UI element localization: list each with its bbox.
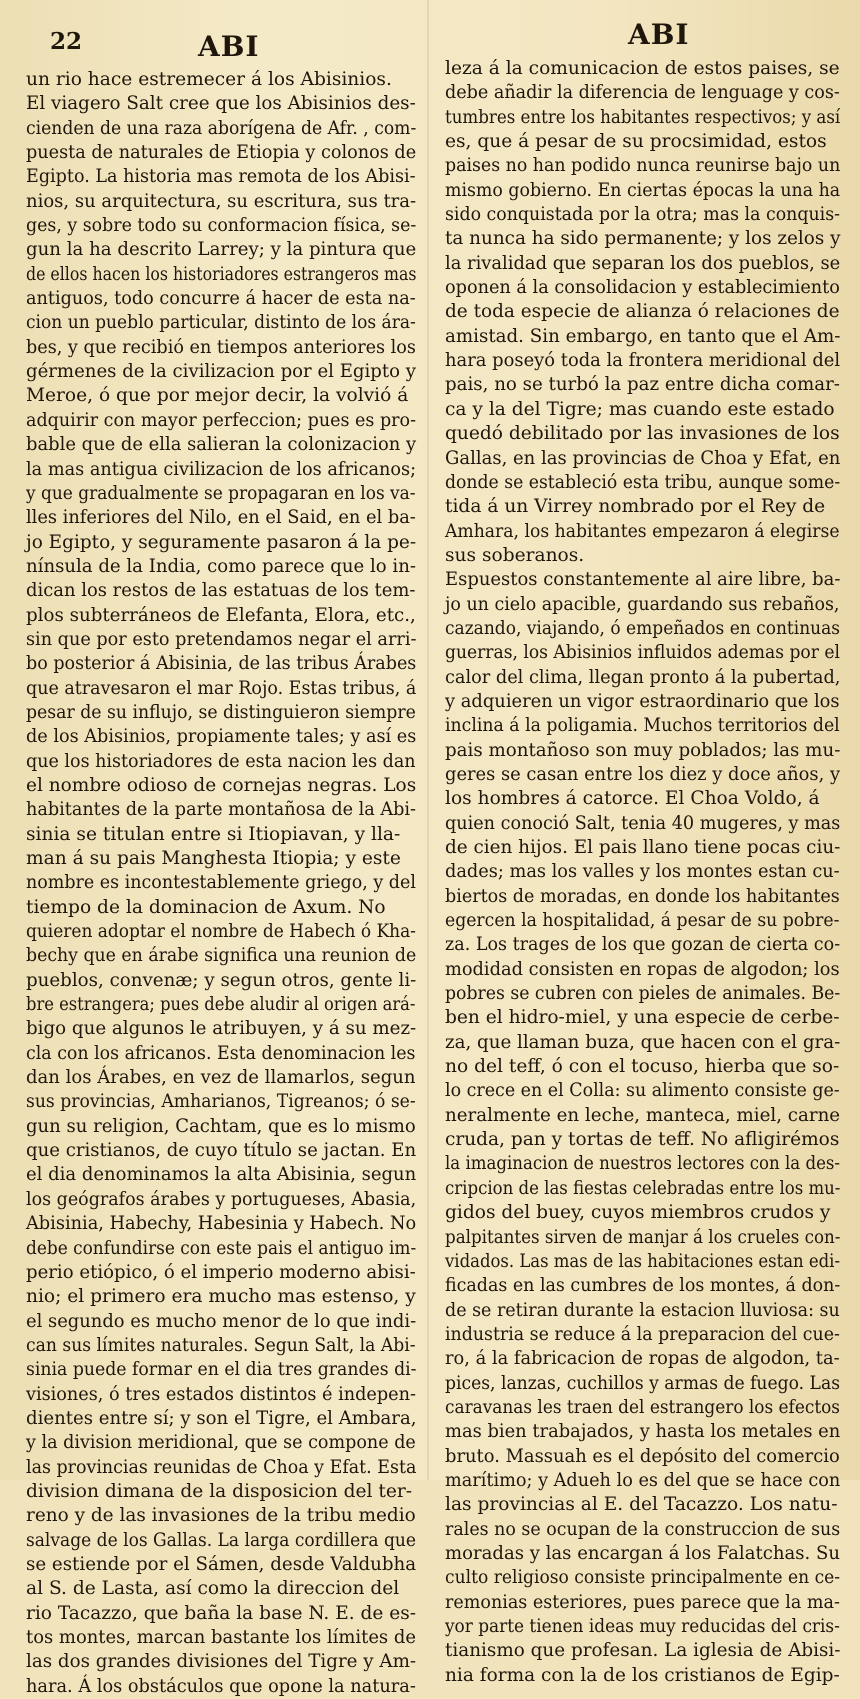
text-line: sinia puede formar en el dia tres grandes di-	[26, 1359, 417, 1381]
text-line: sus soberanos.	[445, 544, 585, 566]
text-line: tumbres entre los habitantes respectivos; y así	[445, 106, 841, 128]
text-line: Espuestos constantemente al aire libre, ba-	[445, 569, 841, 591]
text-line: adquirir con mayor perfeccion; pues es pro-	[26, 409, 417, 431]
text-line: de ellos hacen los historiadores estrangeros mas	[26, 263, 417, 285]
text-line: Amhara, los habitantes empezaron á elegirse	[445, 520, 840, 542]
text-line: es, que á pesar de su procsimidad, estos	[445, 131, 827, 153]
text-line: hara. Á los obstáculos que opone la natura-	[26, 1675, 416, 1697]
text-line: ca y la del Tigre; mas cuando este estado	[445, 398, 835, 420]
text-line: gidos del buey, cuyos miembros crudos y	[445, 1202, 831, 1224]
text-line: lles inferiores del Nilo, en el Said, en el ba-	[26, 507, 416, 529]
text-line: industria se reduce á la preparacion del cue-	[445, 1323, 840, 1345]
text-line: las provincias al E. del Tacazzo. Los natu-	[445, 1494, 838, 1516]
text-line: paises no han podido nunca reunirse bajo un	[445, 155, 841, 177]
text-line: las provincias reunidas de Choa y Efat. Esta	[26, 1456, 417, 1478]
text-line: la mas antigua civilizacion de los africanos;	[26, 458, 417, 480]
text-line: mas bien trabajados, y hasta los metales en	[445, 1421, 841, 1443]
text-line: cla con los africanos. Esta denominacion les	[26, 1042, 416, 1064]
text-line: leza á la comunicacion de estos paises, se	[445, 58, 840, 79]
text-line: nio; el primero era mucho mas estenso, y	[26, 1286, 416, 1308]
running-head-left: ABI	[198, 30, 260, 63]
text-line: pobres se cubren con pieles de animales. Be-	[445, 983, 841, 1005]
text-line: tida á un Virrey nombrado por el Rey de	[445, 496, 826, 518]
text-line: pais, no se turbó la paz entre dicha comar-	[445, 374, 840, 396]
text-line: la rivalidad que separan los dos pueblos, se	[445, 252, 841, 274]
text-line: quien conoció Salt, tenia 40 mugeres, y mas	[445, 812, 841, 834]
text-line: puesta de naturales de Etiopia y colonos de	[26, 142, 417, 164]
text-line: nia forma con la de los cristianos de Egip-	[445, 1664, 840, 1686]
text-line: el nombre odioso de cornejas negras. Los	[26, 774, 417, 796]
text-line: ben el hidro-miel, y una especie de cerbe-	[445, 1007, 840, 1029]
text-line: ro, á la fabricacion de ropas de algodon, ta-	[445, 1348, 840, 1370]
text-line: hara poseyó toda la frontera meridional del	[445, 350, 841, 372]
text-line: tianismo que profesan. La iglesia de Abisi-	[445, 1640, 841, 1662]
text-line: plos subterráneos de Elefanta, Elora, etc.,	[26, 604, 416, 626]
text-line: nombre es incontestablemente griego, y del	[26, 872, 416, 894]
text-line: pueblos, convenæ; y segun otros, gente li-	[26, 969, 417, 991]
text-line: quieren adoptar el nombre de Habech ó Kha-	[26, 921, 416, 943]
text-line: culto religioso consiste principalmente en ce-	[445, 1567, 841, 1589]
text-line: y que gradualmente se propagaran en los va-	[26, 482, 416, 504]
text-line: reno y de las invasiones de la tribu medio	[26, 1505, 416, 1527]
text-line: y la division meridional, que se compone de	[26, 1432, 416, 1454]
left-text-column	[26, 68, 416, 1699]
text-line: que atravesaron el mar Rojo. Estas tribus, á	[26, 677, 417, 699]
text-line: los hombres á catorce. El Choa Voldo, á	[445, 788, 820, 810]
text-line: donde se estableció esta tribu, aunque some-	[445, 471, 841, 493]
text-line: cazando, viajando, ó empeñados en continuas	[445, 617, 841, 639]
text-line: perio etiópico, ó el imperio moderno abisi-	[26, 1261, 416, 1283]
text-line: jo un cielo apacible, guardando sus rebaños,	[445, 593, 840, 615]
text-line: bechy que en árabe significa una reunion de	[26, 945, 417, 967]
text-line: ficadas en las cumbres de los montes, á don-	[445, 1275, 841, 1297]
right-text-column	[445, 57, 840, 1688]
text-line: un rio hace estremecer á los Abisinios.	[26, 69, 392, 90]
page-seam	[427, 0, 429, 1480]
text-line: bo posterior á Abisinia, de las tribus Árabes	[26, 653, 417, 675]
text-line: modidad consisten en ropas de algodon; los	[445, 958, 840, 980]
text-line: lo crece en el Colla: su alimento consiste ge-	[445, 1080, 840, 1102]
text-line: debe confundirse con este pais el antiguo im-	[26, 1237, 417, 1259]
text-line: nínsula de la India, como parece que lo in-	[26, 555, 416, 577]
text-line: Egipto. La historia mas remota de los Abisi-	[26, 166, 416, 188]
running-head-right: ABI	[628, 18, 690, 51]
text-line: za, que llaman buza, que hacen con el gra-	[445, 1031, 841, 1053]
text-line: man á su pais Manghesta Itiopia; y este	[26, 848, 401, 869]
text-line: de los Abisinios, propiamente tales; y así es	[26, 726, 417, 748]
text-line: y adquieren un vigor estraordinario que los	[445, 690, 840, 712]
text-line: cion un pueblo particular, distinto de los ára-	[26, 312, 416, 334]
text-line: de cien hijos. El pais llano tiene pocas ciu-	[445, 837, 841, 858]
text-line: que cristianos, de cuyo título se jactan. En	[26, 1140, 417, 1162]
text-line: debe añadir la diferencia de lenguage y cos-	[445, 82, 840, 104]
text-line: pices, lanzas, cuchillos y armas de fuego. Las	[445, 1372, 841, 1394]
text-line: dades; mas los valles y los montes estan cu-	[445, 861, 840, 883]
text-line: sin que por esto pretendamos negar el arri-	[26, 628, 417, 650]
text-line: el segundo es mucho menor de lo que indi-	[26, 1310, 417, 1332]
text-line: las dos grandes divisiones del Tigre y Am-	[26, 1651, 417, 1673]
text-line: habitantes de la parte montañosa de la Abi-	[26, 799, 416, 821]
text-line: de se retiran durante la estacion lluviosa: su	[445, 1299, 840, 1321]
text-line: no del teff, ó con el tocuso, hierba que so-	[445, 1056, 840, 1078]
text-line: se estiende por el Sámen, desde Valdubha	[26, 1553, 417, 1575]
text-line: pais montañoso son muy poblados; las mu-	[445, 739, 841, 761]
text-line: tiempo de la dominacion de Axum. No	[26, 896, 386, 918]
text-line: al S. de Lasta, así como la direccion del	[26, 1578, 400, 1600]
text-line: calor del clima, llegan pronto á la pubertad,	[445, 666, 841, 688]
text-line: geres se casan entre los diez y doce años, y	[445, 763, 841, 785]
text-line: el dia denominamos la alta Abisinia, segun	[26, 1164, 417, 1186]
text-line: division dimana de la disposicion del ter-	[26, 1480, 412, 1502]
text-line: cienden de una raza aborígena de Afr. , com-	[26, 117, 417, 139]
text-line: sus provincias, Amharianos, Tigreanos; ó se-	[26, 1091, 416, 1113]
text-line: caravanas les traen del estrangero los efectos	[445, 1396, 840, 1418]
text-line: moradas y las encargan á los Falatchas. Su	[445, 1542, 840, 1564]
text-line: bable que de ella salieran la colonizacion y	[26, 434, 417, 456]
text-line: sinia se titulan entre si Itiopiavan, y lla-	[26, 823, 401, 845]
text-line: El viagero Salt cree que los Abisinios des-	[26, 93, 416, 115]
text-line: dican los restos de las estatuas de los tem-	[26, 580, 416, 602]
text-line: bruto. Massuah es el depósito del comercio	[445, 1445, 840, 1467]
text-line: bes, y que recibió en tiempos anteriores los	[26, 336, 416, 358]
text-line: gun la ha descrito Larrey; y la pintura que	[26, 239, 417, 261]
text-line: inclina á la poligamia. Muchos territorios del	[445, 715, 840, 737]
text-line: biertos de moradas, en donde los habitantes	[445, 885, 840, 907]
text-line: dientes entre sí; y son el Tigre, el Ambara,	[26, 1407, 417, 1429]
text-line: quedó debilitado por las invasiones de los	[445, 423, 840, 445]
text-line: pesar de su influjo, se distinguieron siempre	[26, 701, 416, 723]
text-line: guerras, los Abisinios influidos ademas por el	[445, 642, 840, 664]
text-line: egercen la hospitalidad, á pesar de su pobre-	[445, 910, 840, 932]
text-line: cruda, pan y tortas de teff. No afligirémos	[445, 1129, 840, 1151]
text-line: dan los Árabes, en vez de llamarlos, segun	[26, 1067, 416, 1089]
text-line: sido conquistada por la otra; mas la conquis-	[445, 204, 840, 226]
text-line: la imaginacion de nuestros lectores con la des-	[445, 1153, 841, 1175]
text-line: tos montes, marcan bastante los límites de	[26, 1627, 416, 1648]
text-line: rio Tacazzo, que baña la base N. E. de es-	[26, 1602, 416, 1624]
text-line: yor parte tienen ideas muy reducidas del cris-	[445, 1616, 840, 1637]
text-line: za. Los trages de los que gozan de cierta co-	[445, 934, 841, 956]
text-line: Meroe, ó que por mejor decir, la volvió á	[26, 385, 409, 407]
text-line: nios, su arquitectura, su escritura, sus tra-	[26, 190, 417, 212]
page-number: 22	[50, 28, 83, 55]
text-line: can sus límites naturales. Segun Salt, la Abi-	[26, 1334, 416, 1356]
text-line: palpitantes sirven de manjar á los crueles con-	[445, 1226, 841, 1248]
text-line: que los historiadores de esta nacion les dan	[26, 750, 416, 772]
text-line: de toda especie de alianza ó relaciones de	[445, 301, 840, 323]
text-line: mismo gobierno. En ciertas épocas la una ha	[445, 179, 841, 201]
text-line: amistad. Sin embargo, en tanto que el Am-	[445, 325, 841, 347]
text-line: ta nunca ha sido permanente; y los zelos y	[445, 228, 841, 250]
text-line: bre estrangera; pues debe aludir al origen ará-	[26, 994, 416, 1016]
text-line: gérmenes de la civilizacion por el Egipto y	[26, 361, 416, 383]
text-line: remonias esteriores, pues parece que la ma-	[445, 1591, 840, 1613]
text-line: ges, y sobre todo su conformacion física, se-	[26, 215, 417, 237]
text-line: salvage de los Gallas. La larga cordillera que	[26, 1529, 417, 1551]
text-line: visiones, ó tres estados distintos é indepen-	[26, 1383, 416, 1405]
text-line: Abisinia, Habechy, Habesinia y Habech. No	[26, 1213, 417, 1235]
text-line: Gallas, en las provincias de Choa y Efat, en	[445, 447, 841, 469]
text-line: bigo que algunos le atribuyen, y á su mez-	[26, 1018, 417, 1040]
text-line: cripcion de las fiestas celebradas entre los mu-	[445, 1177, 841, 1199]
text-line: jo Egipto, y seguramente pasaron á la pe-	[26, 531, 417, 553]
text-line: oponen á la consolidacion y establecimiento	[445, 277, 840, 299]
text-line: gun su religion, Cachtam, que es lo mismo	[26, 1115, 416, 1137]
text-line: neralmente en leche, manteca, miel, carne	[445, 1104, 841, 1126]
text-line: los geógrafos árabes y portugueses, Abasia,	[26, 1188, 417, 1210]
text-line: antiguos, todo concurre á hacer de esta na-	[26, 288, 416, 310]
text-line: rales no se ocupan de la construccion de sus	[445, 1518, 841, 1540]
text-line: vidados. Las mas de las habitaciones estan edi-	[445, 1250, 841, 1272]
text-line: marítimo; y Adueh lo es del que se hace con	[445, 1469, 841, 1491]
